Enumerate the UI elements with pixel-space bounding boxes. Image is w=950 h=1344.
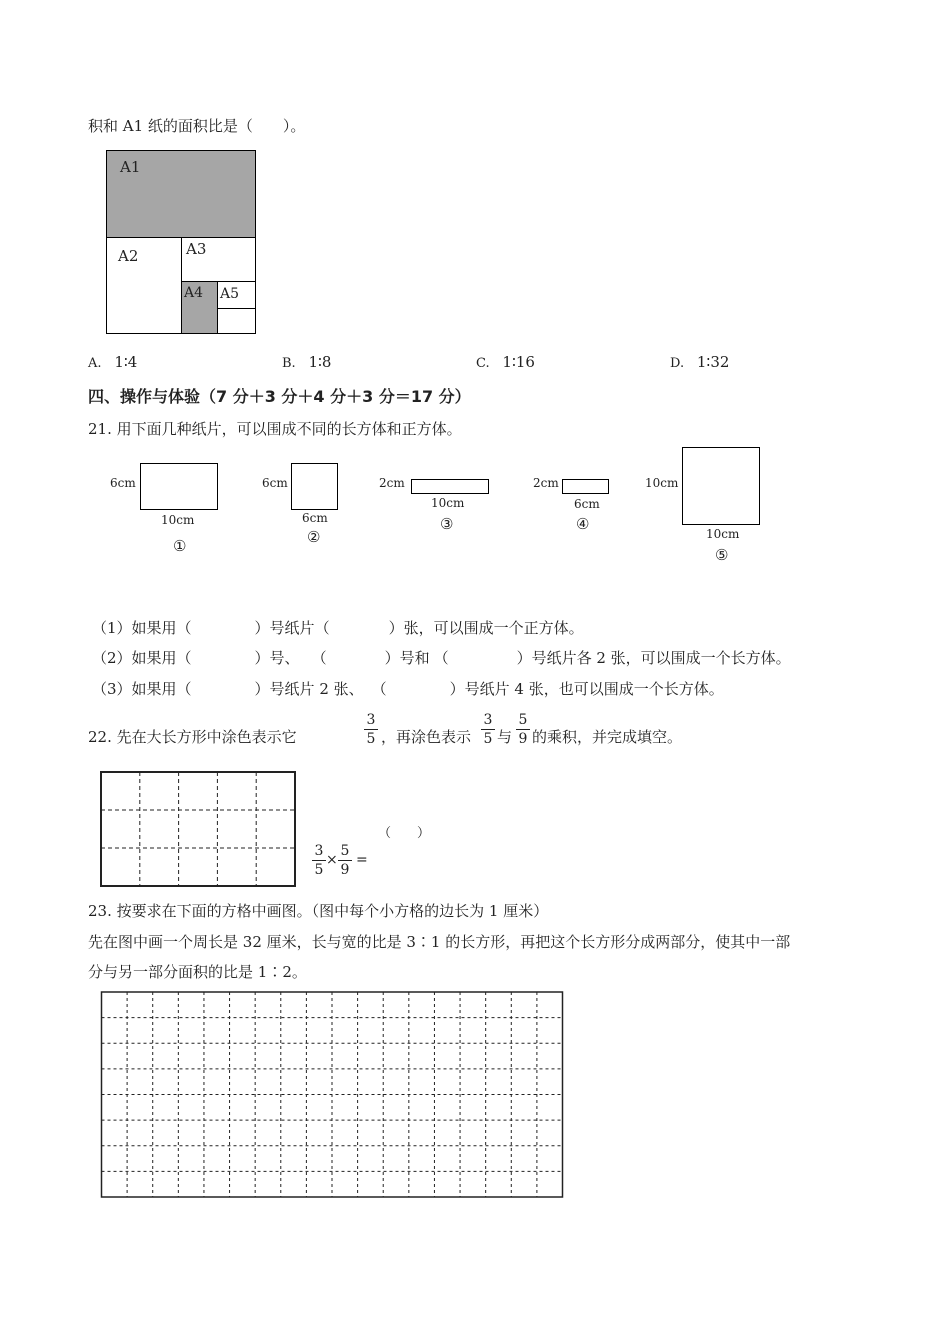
section-heading: 四、操作与体验（7 分＋3 分＋4 分＋3 分＝17 分） — [88, 387, 471, 406]
answer-blank[interactable]: （ — [176, 649, 192, 667]
paper-size-figure — [106, 150, 256, 334]
q22-answer-blank[interactable]: （ ） — [378, 826, 431, 841]
q23-line2: 先在图中画一个周长是 32 厘米，长与宽的比是 3∶1 的长方形，再把这个长方形分成两部分，使其中一部 — [88, 933, 791, 951]
card4-side-label: 2cm — [533, 476, 559, 490]
option-a[interactable] — [88, 352, 137, 374]
a4-label: A4 — [184, 285, 204, 301]
answer-blank[interactable]: （ — [371, 680, 387, 698]
answer-blank[interactable]: （ — [176, 619, 192, 637]
q21-sub1: （1）如果用（ ）号纸片（ ）张，可以围成一个正方体。 — [92, 619, 584, 637]
paper-card-5 — [682, 447, 760, 525]
fraction-3-5: 3 5 — [312, 843, 326, 878]
a1-label: A1 — [120, 158, 141, 176]
option-text: 1∶8 — [308, 353, 332, 371]
card1-bottom-label: 10cm — [161, 513, 195, 527]
equals-sign: = — [356, 852, 368, 868]
card1-side-label: 6cm — [110, 476, 136, 490]
drawing-grid[interactable] — [100, 990, 566, 1200]
a2-label: A2 — [118, 247, 139, 265]
paper-card-2 — [291, 463, 338, 510]
option-letter: D. — [670, 356, 685, 371]
option-text: 1∶32 — [696, 353, 730, 371]
option-letter: B. — [282, 356, 296, 371]
answer-blank[interactable]: （ — [176, 680, 192, 698]
fraction-5-9: 5 9 — [338, 843, 352, 878]
card5-number: ⑤ — [715, 546, 729, 564]
option-text: 1∶4 — [114, 353, 138, 371]
option-letter: C. — [476, 356, 490, 371]
q21-sub2: （2）如果用（ ）号、 （ ）号和 （ ）号纸片各 2 张，可以围成一个长方体。 — [92, 649, 791, 667]
a5-label: A5 — [220, 286, 240, 302]
answer-blank[interactable]: （ — [433, 649, 449, 667]
card3-bottom-label: 10cm — [431, 496, 465, 510]
option-d[interactable] — [670, 352, 729, 374]
card1-number: ① — [173, 537, 187, 555]
card2-bottom-label: 6cm — [302, 511, 328, 525]
fraction-3-5: 3 5 — [481, 712, 495, 747]
option-letter: A. — [88, 356, 102, 371]
card3-number: ③ — [440, 515, 454, 533]
card4-bottom-label: 6cm — [574, 497, 600, 511]
q20-stem-tail: 积和 A1 纸的面积比是（ ）。 — [88, 117, 306, 135]
option-c[interactable] — [476, 352, 535, 374]
answer-blank[interactable]: （ — [314, 619, 330, 637]
option-b[interactable] — [282, 352, 331, 374]
fraction-5-9: 5 9 — [516, 712, 530, 747]
q22-stem-part4: 的乘积，并完成填空。 — [532, 728, 683, 746]
answer-blank[interactable]: （ — [311, 649, 327, 667]
q21-stem: 21. 用下面几种纸片，可以围成不同的长方体和正方体。 — [88, 420, 462, 438]
q23-line3: 分与另一部分面积的比是 1∶2。 — [88, 963, 307, 981]
remaining-region — [217, 308, 256, 334]
card2-side-label: 6cm — [262, 476, 288, 490]
q22-stem-part3: 与 — [497, 728, 513, 746]
q22-stem-part1: 22. 先在大长方形中涂色表示它 — [88, 728, 297, 746]
card5-side-label: 10cm — [645, 476, 679, 490]
q22-stem-part2: ，再涂色表示 — [381, 728, 472, 746]
shading-rectangle-grid[interactable] — [99, 770, 299, 890]
card4-number: ④ — [576, 515, 590, 533]
option-text: 1∶16 — [502, 353, 535, 371]
card5-bottom-label: 10cm — [706, 527, 740, 541]
paper-card-4 — [562, 479, 609, 494]
card2-number: ② — [307, 528, 321, 546]
q23-stem: 23. 按要求在下面的方格中画图。（图中每个小方格的边长为 1 厘米） — [88, 902, 549, 920]
q21-sub3: （3）如果用（ ）号纸片 2 张、 （ ）号纸片 4 张，也可以围成一个长方体。 — [92, 680, 724, 698]
card3-side-label: 2cm — [379, 476, 405, 490]
grid-border — [101, 772, 295, 886]
a3-label: A3 — [186, 240, 207, 258]
paper-card-3 — [411, 479, 489, 494]
times-sign: × — [326, 852, 338, 868]
fraction-3-5: 3 5 — [364, 712, 378, 747]
paper-card-1 — [140, 463, 218, 510]
